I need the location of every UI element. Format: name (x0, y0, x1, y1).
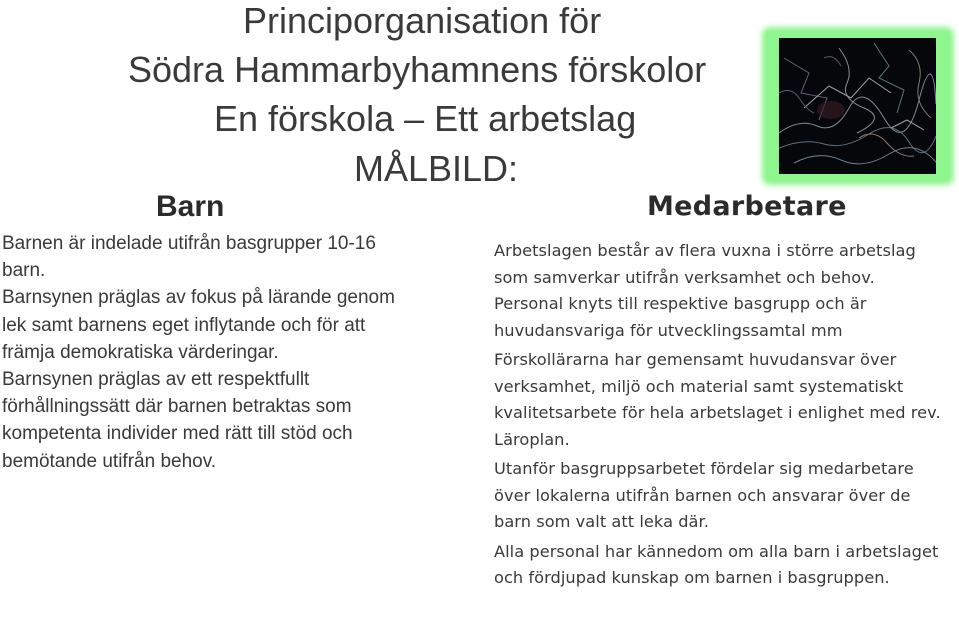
barn-paragraph-2: Barnsynen präglas av fokus på lärande genom lek samt barnens eget inflytande och för att främja demokratiska värderingar. (2, 287, 395, 363)
title-line-1: Principorganisation för (243, 0, 602, 41)
barn-heading: Barn (156, 190, 225, 223)
medarbetare-paragraph-1: Arbetslagen består av flera vuxna i större arbetslag som samverkar utifrån verksamhet och behov. Personal knyts till respektive basgrupp och är huvudansvariga för utvecklingssamtal mm (494, 241, 916, 340)
title-line-3: En förskola – Ett arbetslag (214, 98, 637, 139)
title-line-4: MÅLBILD: (354, 148, 519, 189)
barn-paragraph-3: Barnsynen präglas av ett respektfullt förhållningssätt där barnen betraktas som kompetenta individer med rätt till stöd och bemötande utifrån behov. (2, 369, 353, 472)
photo-frame (766, 31, 950, 181)
barn-column (2, 230, 422, 475)
barn-paragraph-1: Barnen är indelade utifrån basgrupper 10-16 barn. (2, 233, 376, 282)
decorative-photo (779, 38, 936, 174)
title-line-2: Södra Hammarbyhamnens förskolor (128, 49, 707, 90)
photo-edge-art (779, 38, 936, 174)
medarbetare-paragraph-4: Alla personal har kännedom om alla barn i arbetslaget och fördjupad kunskap om barnen i basgruppen. (494, 541, 939, 587)
medarbetare-paragraph-3: Utanför basgruppsarbetet fördelar sig medarbetare över lokalerna utifrån barnen och ansvarar över de barn som valt att leka där. (494, 459, 914, 531)
medarbetare-column (494, 238, 946, 595)
medarbetare-heading: Medarbetare (647, 191, 847, 222)
medarbetare-paragraph-2: Förskollärarna har gemensamt huvudansvar över verksamhet, miljö och material samt systematiskt kvalitetsarbete för hela arbetslaget i enlighet med rev. Läroplan. (494, 350, 941, 449)
